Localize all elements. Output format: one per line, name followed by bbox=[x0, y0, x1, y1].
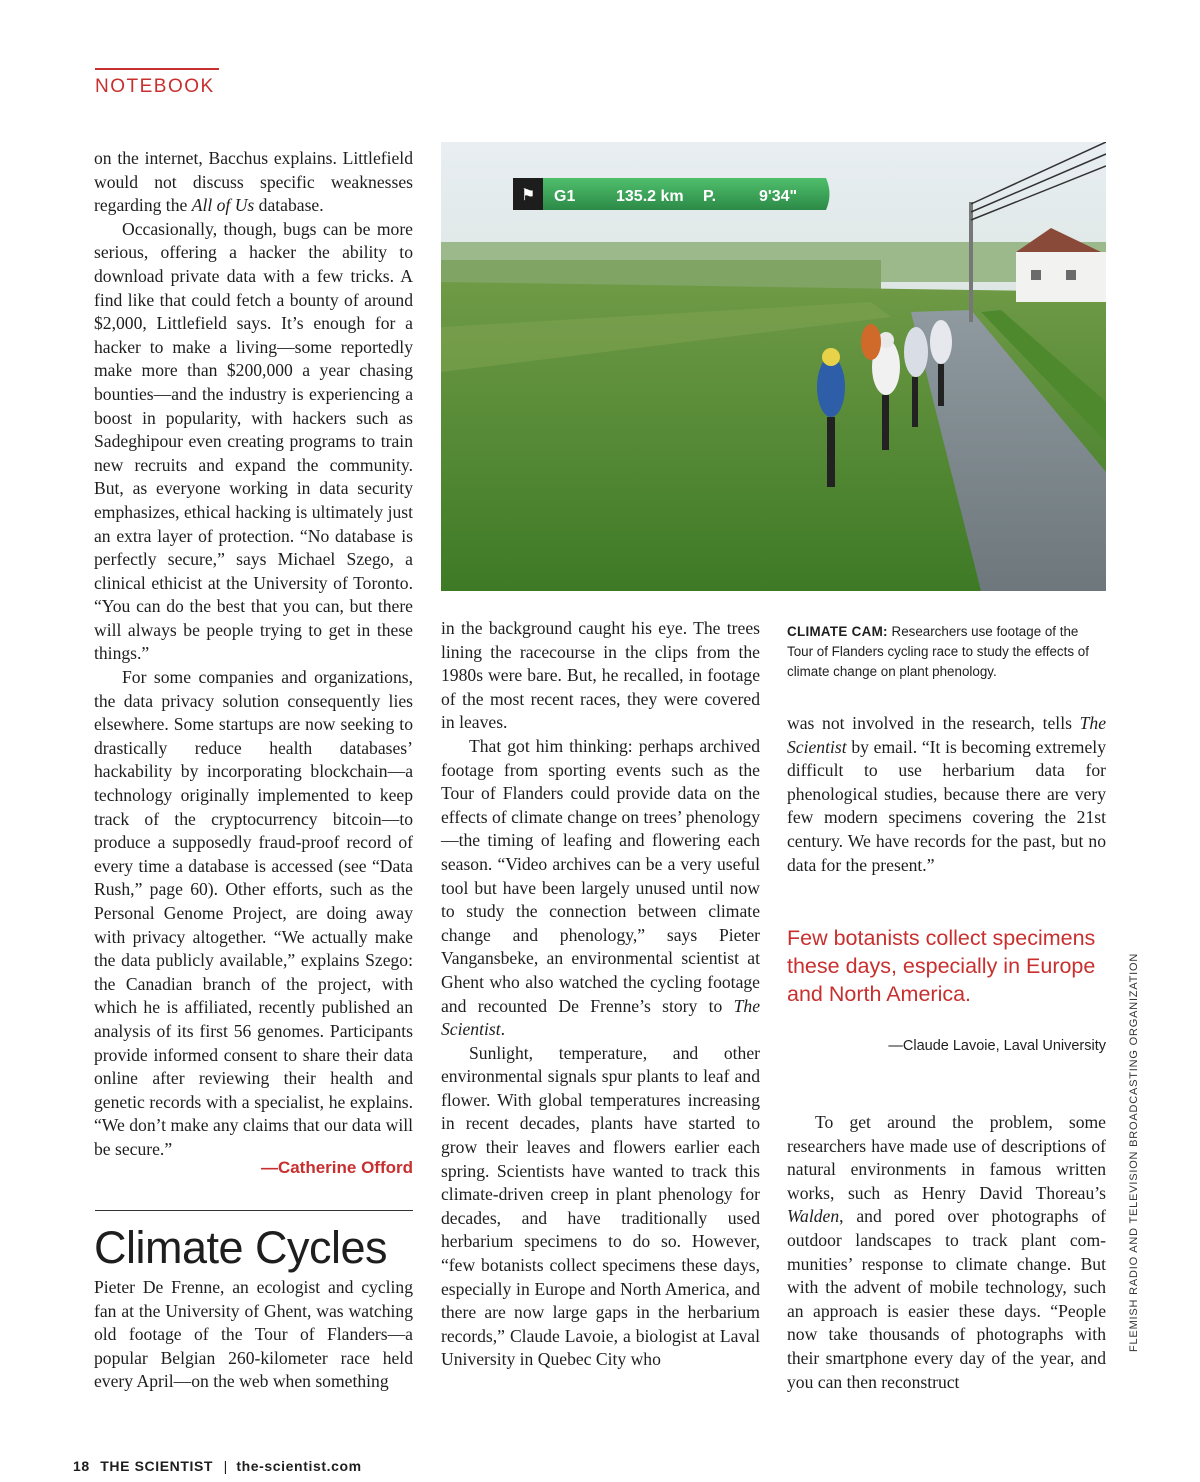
caption-text: Researchers use footage of the Tour of Flanders cycling race to study the effects of climate change on plant phenology. bbox=[787, 624, 1089, 679]
page-footer-line bbox=[73, 1458, 362, 1474]
paragraph bbox=[441, 735, 760, 1042]
paragraph: Sunlight, temperature, and other environmental signals spur plants to leaf and flower. With global temperatures increasing in recent decades, plants have started to grow their leaves and flowers earlier each spring. Scientists have wanted to track this climate-driven creep in plant phenology for decades, and have traditionally used herbarium specimens to do so. However, “few botanists collect specimens these days, especially in Europe and North America, and there are now large gaps in the herbarium records,” Claude Lavoie, a biologist at Laval University in Quebec City who bbox=[441, 1042, 760, 1370]
cycling-race-photo bbox=[441, 142, 1106, 591]
website: the-scientist.com bbox=[236, 1458, 362, 1474]
photo-credit-wrapper bbox=[1128, 952, 1142, 1482]
overlay-group: G1 bbox=[554, 188, 576, 205]
column-2 bbox=[441, 617, 760, 1372]
paragraph-text: That got him thinking: perhaps archived footage from sporting events such as the Tour of Flanders could provide data on the effects of climate change on trees’ phenology—the timing of leafing and flowering each season. “Video archives can be a very useful tool but have been largely unused until now to study the connection between climate change and phenology,” says Pieter Vangansbeke, an environmental scientist at Ghent who also watched the cycling footage and recounted De Frenne’s story to bbox=[441, 735, 760, 1016]
pull-quote-attribution: —Claude Lavoie, Laval University bbox=[888, 1038, 1106, 1054]
italic-title: Walden bbox=[787, 1206, 840, 1227]
column-1 bbox=[94, 147, 413, 1162]
pull-quote: Few botanists collect specimens these days, especially in Europe and North America. bbox=[787, 926, 1096, 1006]
paragraph-text: , and pored over photographs of outdoor landscapes to track plant communities’ response to climate change. But with the advent of mobile technology, such an approach is easier these days. “People now take thousands of photographs with their smartphone every day of the year, and you can then reconstruct bbox=[787, 1206, 1106, 1392]
paragraph bbox=[787, 712, 1106, 877]
photo-caption bbox=[787, 622, 1107, 682]
magazine-name: THE SCIENTIST bbox=[100, 1458, 214, 1474]
photo-illustration bbox=[441, 142, 1106, 591]
paragraph-text: To get around the problem, some researchers have made use of descriptions of natural environments in famous written works, such as Henry David Thoreau’s bbox=[787, 1112, 1106, 1203]
paragraph: Occasionally, though, bugs can be more serious, offering a hacker the ability to download private data with a few tricks. A find like that could fetch a bounty of around $2,000, Littlefield says. It’s enough for a hacker to make a living—some reportedly make more than $200,000 a year chasing bounties—and the industry is experiencing a boost in popularity, with hackers such as Sadeghipour even creating programs to train new recruits and expand the community. But, as everyone working in data security emphasizes, ethical hacking is ultimately just an extra layer of protection. “No database is perfectly secure,” says Michael Szego, a clinical ethicist at the University of Toronto. “You can do the best that you can, but there will always be people trying to get in these things.” bbox=[94, 218, 413, 664]
column-1-continued bbox=[94, 1276, 413, 1394]
race-overlay-banner bbox=[513, 178, 830, 210]
section-label: NOTEBOOK bbox=[95, 76, 215, 97]
svg-text:⚑: ⚑ bbox=[521, 187, 536, 204]
footer-bar bbox=[73, 1086, 473, 1106]
paragraph-text: . bbox=[500, 1019, 506, 1040]
caption-label: CLIMATE CAM: bbox=[787, 624, 888, 639]
italic-title: The Scientist bbox=[787, 713, 1106, 757]
italic-title: The Scientist bbox=[441, 995, 760, 1040]
paragraph-text: was not involved in the research, tells bbox=[787, 713, 1080, 733]
byline: —Catherine Offord bbox=[260, 1158, 413, 1177]
page-number: 18 bbox=[73, 1458, 90, 1474]
paragraph: Pieter De Frenne, an ecologist and cycling fan at the University of Ghent, was watching old footage of the Tour of Flanders—a popular Belgian 260-kilometer race held every April—on the web when something bbox=[94, 1277, 413, 1392]
overlay-distance: 135.2 km bbox=[616, 188, 684, 205]
paragraph: For some companies and organizations, the data privacy solution consequently lies elsewhere. Some startups are now seeking to drastically reduce health databases’ hackability by incorporating blockchain—a technology originally implemented to keep track of the cryptocurrency bitcoin—to produce a supposedly fraud-proof record of every time a database is accessed (see “Data Rush,” page 60). Other efforts, such as the Personal Genome Project, are doing away with privacy altogether. “We actually make the data publicly available,” explains Szego: the Canadian branch of the project, with which he is affiliated, recently published an analysis of its first 56 genomes. Participants provide informed consent to share their data online after reviewing their health and genetic records with a specialist, he explains. “We don’t make any claims that our data will be secure.” bbox=[94, 667, 413, 1159]
headline-rule bbox=[95, 1210, 413, 1211]
paragraph bbox=[94, 147, 413, 218]
paragraph-text: database. bbox=[254, 195, 324, 216]
footer-separator: | bbox=[223, 1458, 228, 1474]
paragraph bbox=[787, 1111, 1106, 1394]
photo-credit: FLEMISH RADIO AND TELEVISION BROADCASTING ORGANIZATION bbox=[1128, 952, 1140, 1352]
overlay-marker: P. bbox=[703, 188, 717, 205]
paragraph-text: on the internet, Bacchus explains. Littlefield would not discuss specific weaknesses regarding the bbox=[94, 148, 413, 216]
paragraph: in the background caught his eye. The trees lining the racecourse in the clips from the 1980s were bare. But, he recalled, in footage of the most recent races, they were covered in leaves. bbox=[441, 618, 760, 733]
italic-title: All of Us bbox=[191, 195, 255, 216]
column-3 bbox=[787, 712, 1106, 877]
column-3-continued bbox=[787, 1111, 1106, 1394]
section-rule bbox=[95, 68, 219, 70]
paragraph-text: by email. “It is becoming extremely difficult to use herbarium data for phenological studies, because there are very few modern specimens covering the 21st century. We have records for the past, but no data for the present.” bbox=[787, 736, 1106, 875]
overlay-time: 9'34" bbox=[759, 188, 798, 205]
article-headline: Climate Cycles bbox=[94, 1222, 388, 1273]
